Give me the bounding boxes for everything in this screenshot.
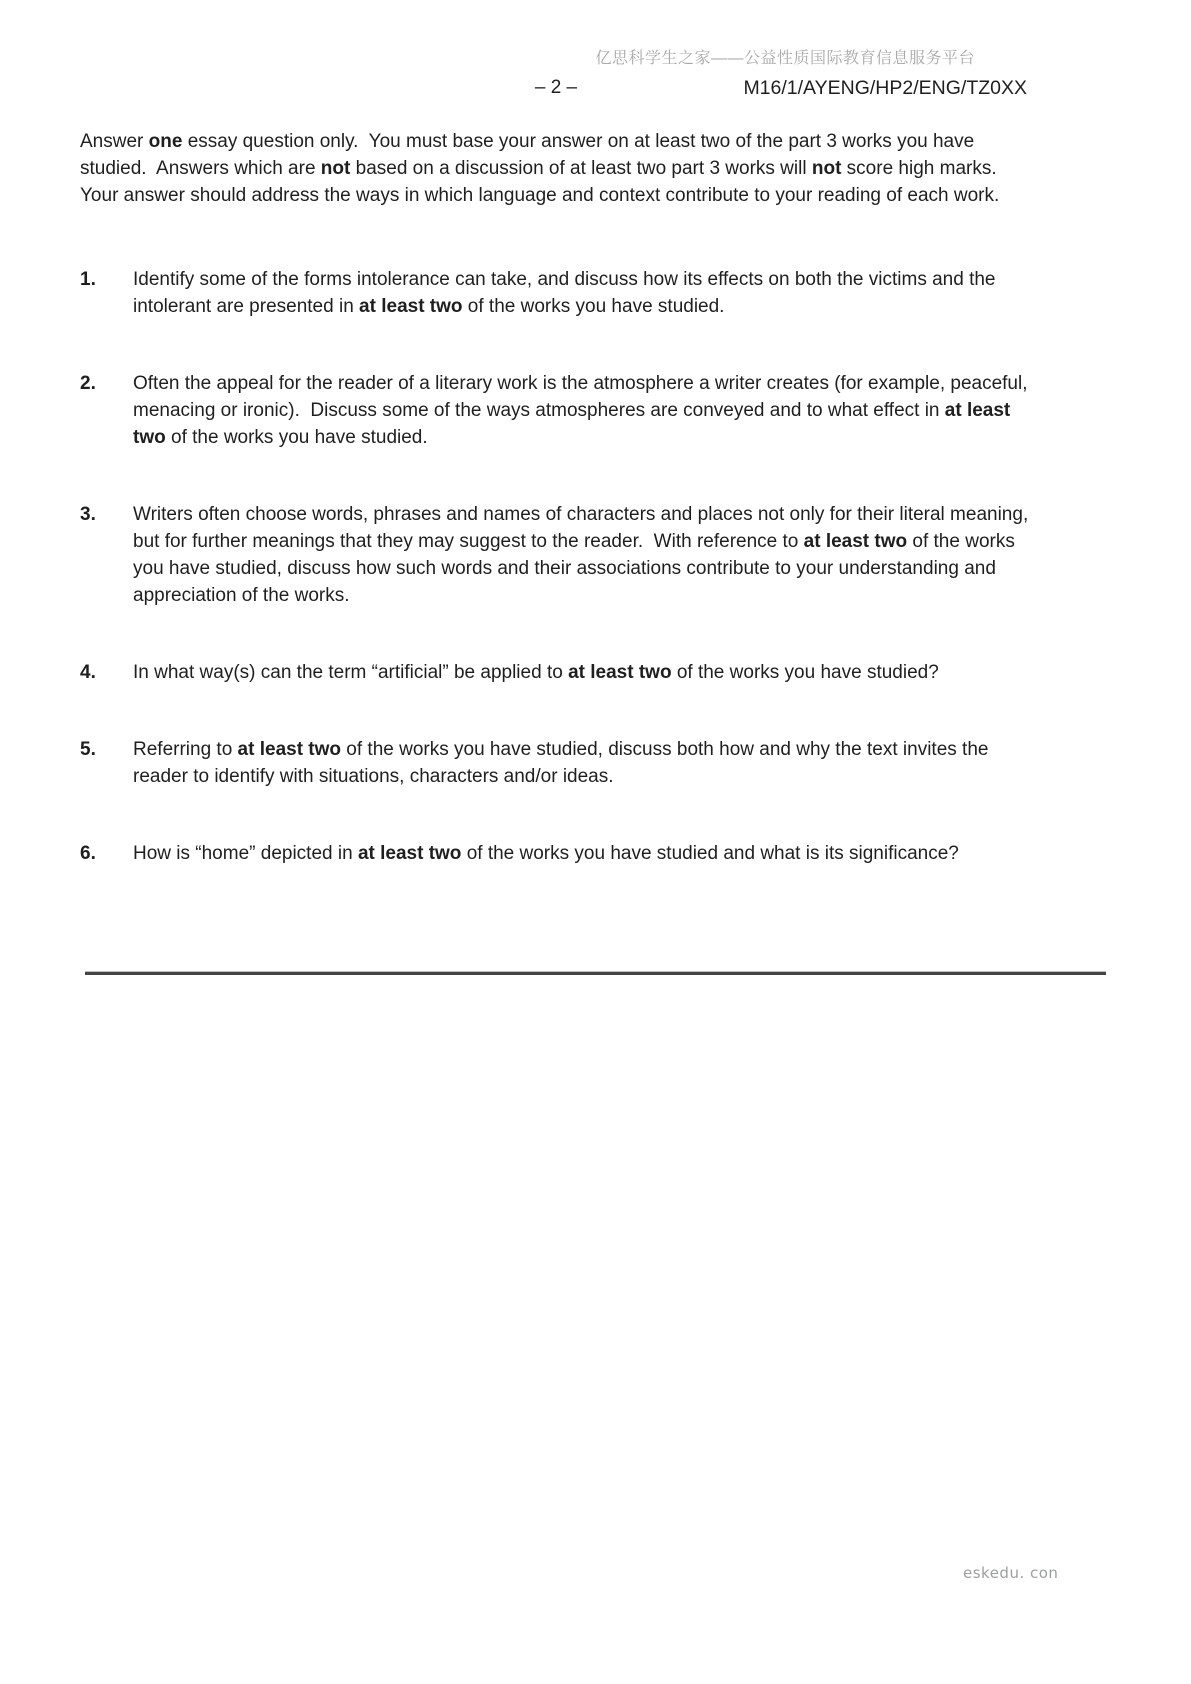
instructions-paragraph: Answer one essay question only. You must base your answer on at least two of the part 3 works you have studied. Answers which are not based on a discussion of at least two part 3 works will not score high marks. Your answer should address the ways in which language and context contribute to your reading of each work. [80,131,1007,206]
paper-code: M16/1/AYENG/HP2/ENG/TZ0XX [743,77,1027,99]
question-text: How is “home” depicted in at least two of the works you have studied and what is its significance? [133,843,959,864]
question-item-2 [80,370,1032,451]
horizontal-rule [85,971,1106,975]
question-number: 2. [80,373,96,394]
page-number: – 2 – [534,77,578,98]
question-text: Referring to at least two of the works you have studied, discuss both how and why the text invites the reader to identify with situations, characters and/or ideas. [133,739,994,787]
question-list [80,266,1032,917]
question-text: Often the appeal for the reader of a literary work is the atmosphere a writer creates (for example, peaceful, menacing or ironic). Discuss some of the ways atmospheres are conveyed and to what effect in at least two of the works you have studied. [133,373,1033,448]
question-number: 5. [80,739,96,760]
question-number: 4. [80,662,96,683]
question-number: 1. [80,269,96,290]
question-item-1 [80,266,1032,320]
question-item-5 [80,736,1032,790]
question-item-4 [80,659,1032,686]
question-text: Writers often choose words, phrases and names of characters and places not only for their literal meaning, but for further meanings that they may suggest to the reader. With reference to at least two of the works you have studied, discuss how such words and their associations contribute to your understanding and appreciation of the works. [133,504,1034,606]
top-watermark-text: 亿思科学生之家——公益性质国际教育信息服务平台 [595,50,975,67]
bottom-watermark-text: eskedu. con [963,1564,1059,1582]
question-item-6 [80,840,1032,867]
question-text: Identify some of the forms intolerance can take, and discuss how its effects on both the victims and the intolerant are presented in at least two of the works you have studied. [133,269,1001,317]
question-item-3 [80,501,1032,609]
question-text: In what way(s) can the term “artificial” be applied to at least two of the works you have studied? [133,662,939,683]
question-number: 3. [80,504,96,525]
question-number: 6. [80,843,96,864]
